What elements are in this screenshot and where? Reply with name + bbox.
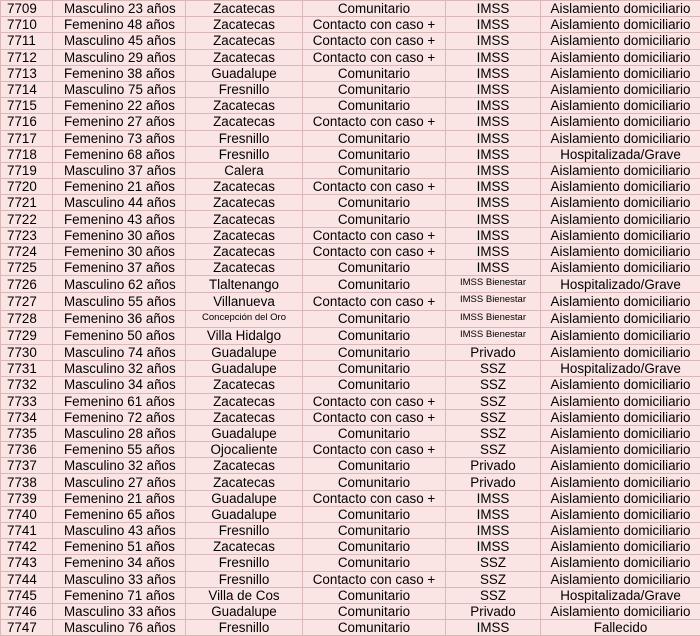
municipality-cell: Villanueva xyxy=(186,293,303,310)
municipality-cell: Zacatecas xyxy=(186,98,303,114)
contagion-type-cell: Comunitario xyxy=(303,195,446,211)
status-cell: Aislamiento domiciliario xyxy=(541,442,700,458)
municipality-cell: Zacatecas xyxy=(186,195,303,211)
sex-age-cell: Femenino 27 años xyxy=(53,114,186,130)
sex-age-cell: Femenino 55 años xyxy=(53,442,186,458)
case-number-cell: 7726 xyxy=(1,276,53,293)
case-number-cell: 7735 xyxy=(1,425,53,441)
sex-age-cell: Femenino 72 años xyxy=(53,409,186,425)
contagion-type-cell: Comunitario xyxy=(303,98,446,114)
table-row xyxy=(1,361,700,377)
status-cell: Aislamiento domiciliario xyxy=(541,344,700,360)
institution-cell: IMSS xyxy=(446,130,541,146)
sex-age-cell: Masculino 33 años xyxy=(53,571,186,587)
contagion-type-cell: Comunitario xyxy=(303,587,446,603)
municipality-cell: Zacatecas xyxy=(186,179,303,195)
institution-cell: IMSS xyxy=(446,539,541,555)
municipality-cell: Guadalupe xyxy=(186,344,303,360)
status-cell: Aislamiento domiciliario xyxy=(541,377,700,393)
sex-age-cell: Femenino 36 años xyxy=(53,310,186,327)
contagion-type-cell: Comunitario xyxy=(303,130,446,146)
status-cell: Aislamiento domiciliario xyxy=(541,260,700,276)
case-number-cell: 7746 xyxy=(1,603,53,619)
municipality-cell: Zacatecas xyxy=(186,211,303,227)
table-row xyxy=(1,260,700,276)
status-cell: Aislamiento domiciliario xyxy=(541,555,700,571)
status-cell: Aislamiento domiciliario xyxy=(541,506,700,522)
status-cell: Aislamiento domiciliario xyxy=(541,98,700,114)
institution-cell: SSZ xyxy=(446,571,541,587)
table-row xyxy=(1,506,700,522)
institution-cell: IMSS xyxy=(446,65,541,81)
case-number-cell: 7740 xyxy=(1,506,53,522)
contagion-type-cell: Comunitario xyxy=(303,1,446,17)
municipality-cell: Guadalupe xyxy=(186,65,303,81)
table-row xyxy=(1,114,700,130)
sex-age-cell: Femenino 73 años xyxy=(53,130,186,146)
institution-cell: IMSS xyxy=(446,114,541,130)
sex-age-cell: Femenino 30 años xyxy=(53,243,186,259)
contagion-type-cell: Comunitario xyxy=(303,620,446,636)
case-number-cell: 7747 xyxy=(1,620,53,636)
table-row xyxy=(1,162,700,178)
case-number-cell: 7736 xyxy=(1,442,53,458)
status-cell: Aislamiento domiciliario xyxy=(541,458,700,474)
table-row xyxy=(1,195,700,211)
institution-cell: IMSS xyxy=(446,227,541,243)
table-row xyxy=(1,179,700,195)
case-number-cell: 7743 xyxy=(1,555,53,571)
sex-age-cell: Femenino 65 años xyxy=(53,506,186,522)
case-number-cell: 7709 xyxy=(1,1,53,17)
contagion-type-cell: Comunitario xyxy=(303,310,446,327)
institution-cell: IMSS xyxy=(446,98,541,114)
sex-age-cell: Femenino 51 años xyxy=(53,539,186,555)
municipality-cell: Ojocaliente xyxy=(186,442,303,458)
sex-age-cell: Femenino 22 años xyxy=(53,98,186,114)
case-number-cell: 7712 xyxy=(1,49,53,65)
status-cell: Aislamiento domiciliario xyxy=(541,310,700,327)
table-row xyxy=(1,571,700,587)
status-cell: Aislamiento domiciliario xyxy=(541,65,700,81)
table-row xyxy=(1,344,700,360)
institution-cell: IMSS xyxy=(446,260,541,276)
case-number-cell: 7714 xyxy=(1,81,53,97)
municipality-cell: Guadalupe xyxy=(186,425,303,441)
contagion-type-cell: Contacto con caso + xyxy=(303,227,446,243)
case-number-cell: 7711 xyxy=(1,33,53,49)
contagion-type-cell: Comunitario xyxy=(303,260,446,276)
case-number-cell: 7731 xyxy=(1,361,53,377)
case-number-cell: 7719 xyxy=(1,162,53,178)
contagion-type-cell: Contacto con caso + xyxy=(303,393,446,409)
case-number-cell: 7715 xyxy=(1,98,53,114)
sex-age-cell: Masculino 44 años xyxy=(53,195,186,211)
case-number-cell: 7724 xyxy=(1,243,53,259)
institution-cell: IMSS xyxy=(446,195,541,211)
case-number-cell: 7713 xyxy=(1,65,53,81)
sex-age-cell: Masculino 45 años xyxy=(53,33,186,49)
municipality-cell: Villa de Cos xyxy=(186,587,303,603)
sex-age-cell: Femenino 38 años xyxy=(53,65,186,81)
status-cell: Aislamiento domiciliario xyxy=(541,523,700,539)
contagion-type-cell: Contacto con caso + xyxy=(303,490,446,506)
municipality-cell: Villa Hidalgo xyxy=(186,327,303,344)
municipality-cell: Concepción del Oro xyxy=(186,310,303,327)
case-number-cell: 7729 xyxy=(1,327,53,344)
institution-cell: SSZ xyxy=(446,442,541,458)
case-number-cell: 7741 xyxy=(1,523,53,539)
status-cell: Aislamiento domiciliario xyxy=(541,490,700,506)
table-row xyxy=(1,409,700,425)
status-cell: Aislamiento domiciliario xyxy=(541,1,700,17)
table-row xyxy=(1,33,700,49)
table-row xyxy=(1,377,700,393)
municipality-cell: Fresnillo xyxy=(186,146,303,162)
institution-cell: IMSS xyxy=(446,162,541,178)
contagion-type-cell: Comunitario xyxy=(303,81,446,97)
contagion-type-cell: Comunitario xyxy=(303,211,446,227)
municipality-cell: Guadalupe xyxy=(186,490,303,506)
institution-cell: IMSS xyxy=(446,211,541,227)
table-row xyxy=(1,587,700,603)
table-row xyxy=(1,555,700,571)
sex-age-cell: Masculino 33 años xyxy=(53,603,186,619)
sex-age-cell: Masculino 62 años xyxy=(53,276,186,293)
case-number-cell: 7725 xyxy=(1,260,53,276)
case-number-cell: 7737 xyxy=(1,458,53,474)
contagion-type-cell: Comunitario xyxy=(303,555,446,571)
institution-cell: SSZ xyxy=(446,393,541,409)
institution-cell: IMSS xyxy=(446,243,541,259)
table-row xyxy=(1,442,700,458)
contagion-type-cell: Contacto con caso + xyxy=(303,33,446,49)
institution-cell: IMSS xyxy=(446,523,541,539)
case-number-cell: 7738 xyxy=(1,474,53,490)
municipality-cell: Zacatecas xyxy=(186,17,303,33)
case-number-cell: 7730 xyxy=(1,344,53,360)
status-cell: Aislamiento domiciliario xyxy=(541,179,700,195)
municipality-cell: Fresnillo xyxy=(186,555,303,571)
case-number-cell: 7727 xyxy=(1,293,53,310)
contagion-type-cell: Comunitario xyxy=(303,458,446,474)
municipality-cell: Zacatecas xyxy=(186,33,303,49)
status-cell: Aislamiento domiciliario xyxy=(541,211,700,227)
sex-age-cell: Masculino 32 años xyxy=(53,458,186,474)
municipality-cell: Zacatecas xyxy=(186,260,303,276)
sex-age-cell: Femenino 21 años xyxy=(53,490,186,506)
case-number-cell: 7745 xyxy=(1,587,53,603)
status-cell: Hospitalizada/Grave xyxy=(541,587,700,603)
case-number-cell: 7733 xyxy=(1,393,53,409)
municipality-cell: Guadalupe xyxy=(186,361,303,377)
contagion-type-cell: Contacto con caso + xyxy=(303,179,446,195)
institution-cell: IMSS xyxy=(446,620,541,636)
status-cell: Aislamiento domiciliario xyxy=(541,195,700,211)
status-cell: Aislamiento domiciliario xyxy=(541,17,700,33)
institution-cell: IMSS xyxy=(446,1,541,17)
case-number-cell: 7716 xyxy=(1,114,53,130)
status-cell: Aislamiento domiciliario xyxy=(541,409,700,425)
contagion-type-cell: Comunitario xyxy=(303,474,446,490)
table-row xyxy=(1,310,700,327)
contagion-type-cell: Contacto con caso + xyxy=(303,571,446,587)
status-cell: Aislamiento domiciliario xyxy=(541,425,700,441)
case-number-cell: 7728 xyxy=(1,310,53,327)
municipality-cell: Fresnillo xyxy=(186,523,303,539)
sex-age-cell: Masculino 28 años xyxy=(53,425,186,441)
sex-age-cell: Femenino 61 años xyxy=(53,393,186,409)
status-cell: Aislamiento domiciliario xyxy=(541,603,700,619)
table-row xyxy=(1,65,700,81)
cases-table-body xyxy=(1,1,700,636)
status-cell: Aislamiento domiciliario xyxy=(541,114,700,130)
table-row xyxy=(1,243,700,259)
institution-cell: IMSS xyxy=(446,179,541,195)
contagion-type-cell: Comunitario xyxy=(303,377,446,393)
sex-age-cell: Masculino 32 años xyxy=(53,361,186,377)
sex-age-cell: Masculino 74 años xyxy=(53,344,186,360)
sex-age-cell: Femenino 50 años xyxy=(53,327,186,344)
municipality-cell: Zacatecas xyxy=(186,227,303,243)
institution-cell: IMSS xyxy=(446,33,541,49)
contagion-type-cell: Contacto con caso + xyxy=(303,409,446,425)
municipality-cell: Fresnillo xyxy=(186,130,303,146)
status-cell: Aislamiento domiciliario xyxy=(541,393,700,409)
institution-cell: Privado xyxy=(446,603,541,619)
status-cell: Aislamiento domiciliario xyxy=(541,162,700,178)
contagion-type-cell: Comunitario xyxy=(303,146,446,162)
municipality-cell: Guadalupe xyxy=(186,506,303,522)
case-number-cell: 7722 xyxy=(1,211,53,227)
status-cell: Aislamiento domiciliario xyxy=(541,474,700,490)
contagion-type-cell: Contacto con caso + xyxy=(303,243,446,259)
table-row xyxy=(1,49,700,65)
municipality-cell: Guadalupe xyxy=(186,603,303,619)
status-cell: Aislamiento domiciliario xyxy=(541,227,700,243)
case-number-cell: 7721 xyxy=(1,195,53,211)
sex-age-cell: Masculino 76 años xyxy=(53,620,186,636)
contagion-type-cell: Comunitario xyxy=(303,603,446,619)
institution-cell: IMSS xyxy=(446,17,541,33)
institution-cell: SSZ xyxy=(446,377,541,393)
institution-cell: IMSS Bienestar xyxy=(446,327,541,344)
municipality-cell: Zacatecas xyxy=(186,458,303,474)
table-row xyxy=(1,523,700,539)
status-cell: Hospitalizado/Grave xyxy=(541,276,700,293)
contagion-type-cell: Comunitario xyxy=(303,506,446,522)
contagion-type-cell: Comunitario xyxy=(303,276,446,293)
contagion-type-cell: Comunitario xyxy=(303,539,446,555)
municipality-cell: Calera xyxy=(186,162,303,178)
contagion-type-cell: Comunitario xyxy=(303,344,446,360)
sex-age-cell: Femenino 34 años xyxy=(53,555,186,571)
municipality-cell: Zacatecas xyxy=(186,409,303,425)
contagion-type-cell: Contacto con caso + xyxy=(303,49,446,65)
sex-age-cell: Femenino 30 años xyxy=(53,227,186,243)
sex-age-cell: Masculino 43 años xyxy=(53,523,186,539)
contagion-type-cell: Comunitario xyxy=(303,327,446,344)
table-row xyxy=(1,276,700,293)
status-cell: Hospitalizada/Grave xyxy=(541,146,700,162)
municipality-cell: Tlaltenango xyxy=(186,276,303,293)
case-number-cell: 7718 xyxy=(1,146,53,162)
case-number-cell: 7723 xyxy=(1,227,53,243)
status-cell: Hospitalizado/Grave xyxy=(541,361,700,377)
table-row xyxy=(1,17,700,33)
table-row xyxy=(1,227,700,243)
municipality-cell: Zacatecas xyxy=(186,377,303,393)
sex-age-cell: Femenino 37 años xyxy=(53,260,186,276)
sex-age-cell: Masculino 29 años xyxy=(53,49,186,65)
municipality-cell: Zacatecas xyxy=(186,474,303,490)
institution-cell: IMSS xyxy=(446,506,541,522)
institution-cell: IMSS xyxy=(446,146,541,162)
table-row xyxy=(1,425,700,441)
institution-cell: IMSS Bienestar xyxy=(446,310,541,327)
case-number-cell: 7720 xyxy=(1,179,53,195)
sex-age-cell: Masculino 23 años xyxy=(53,1,186,17)
table-row xyxy=(1,603,700,619)
table-row xyxy=(1,293,700,310)
institution-cell: IMSS Bienestar xyxy=(446,276,541,293)
table-row xyxy=(1,98,700,114)
case-number-cell: 7744 xyxy=(1,571,53,587)
municipality-cell: Zacatecas xyxy=(186,393,303,409)
institution-cell: IMSS xyxy=(446,81,541,97)
contagion-type-cell: Contacto con caso + xyxy=(303,293,446,310)
table-row xyxy=(1,393,700,409)
table-row xyxy=(1,211,700,227)
status-cell: Aislamiento domiciliario xyxy=(541,49,700,65)
institution-cell: IMSS Bienestar xyxy=(446,293,541,310)
sex-age-cell: Masculino 55 años xyxy=(53,293,186,310)
sex-age-cell: Masculino 37 años xyxy=(53,162,186,178)
municipality-cell: Fresnillo xyxy=(186,81,303,97)
institution-cell: SSZ xyxy=(446,361,541,377)
table-row xyxy=(1,490,700,506)
case-number-cell: 7732 xyxy=(1,377,53,393)
status-cell: Aislamiento domiciliario xyxy=(541,130,700,146)
institution-cell: Privado xyxy=(446,474,541,490)
table-row xyxy=(1,81,700,97)
institution-cell: SSZ xyxy=(446,425,541,441)
table-row xyxy=(1,130,700,146)
sex-age-cell: Masculino 27 años xyxy=(53,474,186,490)
municipality-cell: Fresnillo xyxy=(186,571,303,587)
table-row xyxy=(1,539,700,555)
institution-cell: IMSS xyxy=(446,490,541,506)
sex-age-cell: Masculino 34 años xyxy=(53,377,186,393)
contagion-type-cell: Contacto con caso + xyxy=(303,17,446,33)
municipality-cell: Zacatecas xyxy=(186,1,303,17)
status-cell: Aislamiento domiciliario xyxy=(541,571,700,587)
status-cell: Fallecido xyxy=(541,620,700,636)
sex-age-cell: Femenino 48 años xyxy=(53,17,186,33)
institution-cell: Privado xyxy=(446,458,541,474)
case-number-cell: 7717 xyxy=(1,130,53,146)
contagion-type-cell: Comunitario xyxy=(303,425,446,441)
sex-age-cell: Femenino 21 años xyxy=(53,179,186,195)
municipality-cell: Zacatecas xyxy=(186,114,303,130)
case-number-cell: 7734 xyxy=(1,409,53,425)
contagion-type-cell: Comunitario xyxy=(303,65,446,81)
municipality-cell: Zacatecas xyxy=(186,243,303,259)
contagion-type-cell: Contacto con caso + xyxy=(303,442,446,458)
table-row xyxy=(1,474,700,490)
institution-cell: SSZ xyxy=(446,587,541,603)
institution-cell: SSZ xyxy=(446,409,541,425)
status-cell: Aislamiento domiciliario xyxy=(541,327,700,344)
table-row xyxy=(1,146,700,162)
contagion-type-cell: Comunitario xyxy=(303,361,446,377)
institution-cell: SSZ xyxy=(446,555,541,571)
municipality-cell: Zacatecas xyxy=(186,539,303,555)
contagion-type-cell: Comunitario xyxy=(303,162,446,178)
status-cell: Aislamiento domiciliario xyxy=(541,81,700,97)
case-number-cell: 7739 xyxy=(1,490,53,506)
case-number-cell: 7710 xyxy=(1,17,53,33)
contagion-type-cell: Contacto con caso + xyxy=(303,114,446,130)
status-cell: Aislamiento domiciliario xyxy=(541,539,700,555)
status-cell: Aislamiento domiciliario xyxy=(541,243,700,259)
municipality-cell: Zacatecas xyxy=(186,49,303,65)
contagion-type-cell: Comunitario xyxy=(303,523,446,539)
municipality-cell: Fresnillo xyxy=(186,620,303,636)
table-row xyxy=(1,620,700,636)
table-row xyxy=(1,458,700,474)
sex-age-cell: Femenino 43 años xyxy=(53,211,186,227)
table-row xyxy=(1,1,700,17)
case-number-cell: 7742 xyxy=(1,539,53,555)
institution-cell: IMSS xyxy=(446,49,541,65)
sex-age-cell: Femenino 68 años xyxy=(53,146,186,162)
sex-age-cell: Femenino 71 años xyxy=(53,587,186,603)
status-cell: Aislamiento domiciliario xyxy=(541,293,700,310)
sex-age-cell: Masculino 75 años xyxy=(53,81,186,97)
table-row xyxy=(1,327,700,344)
status-cell: Aislamiento domiciliario xyxy=(541,33,700,49)
institution-cell: Privado xyxy=(446,344,541,360)
